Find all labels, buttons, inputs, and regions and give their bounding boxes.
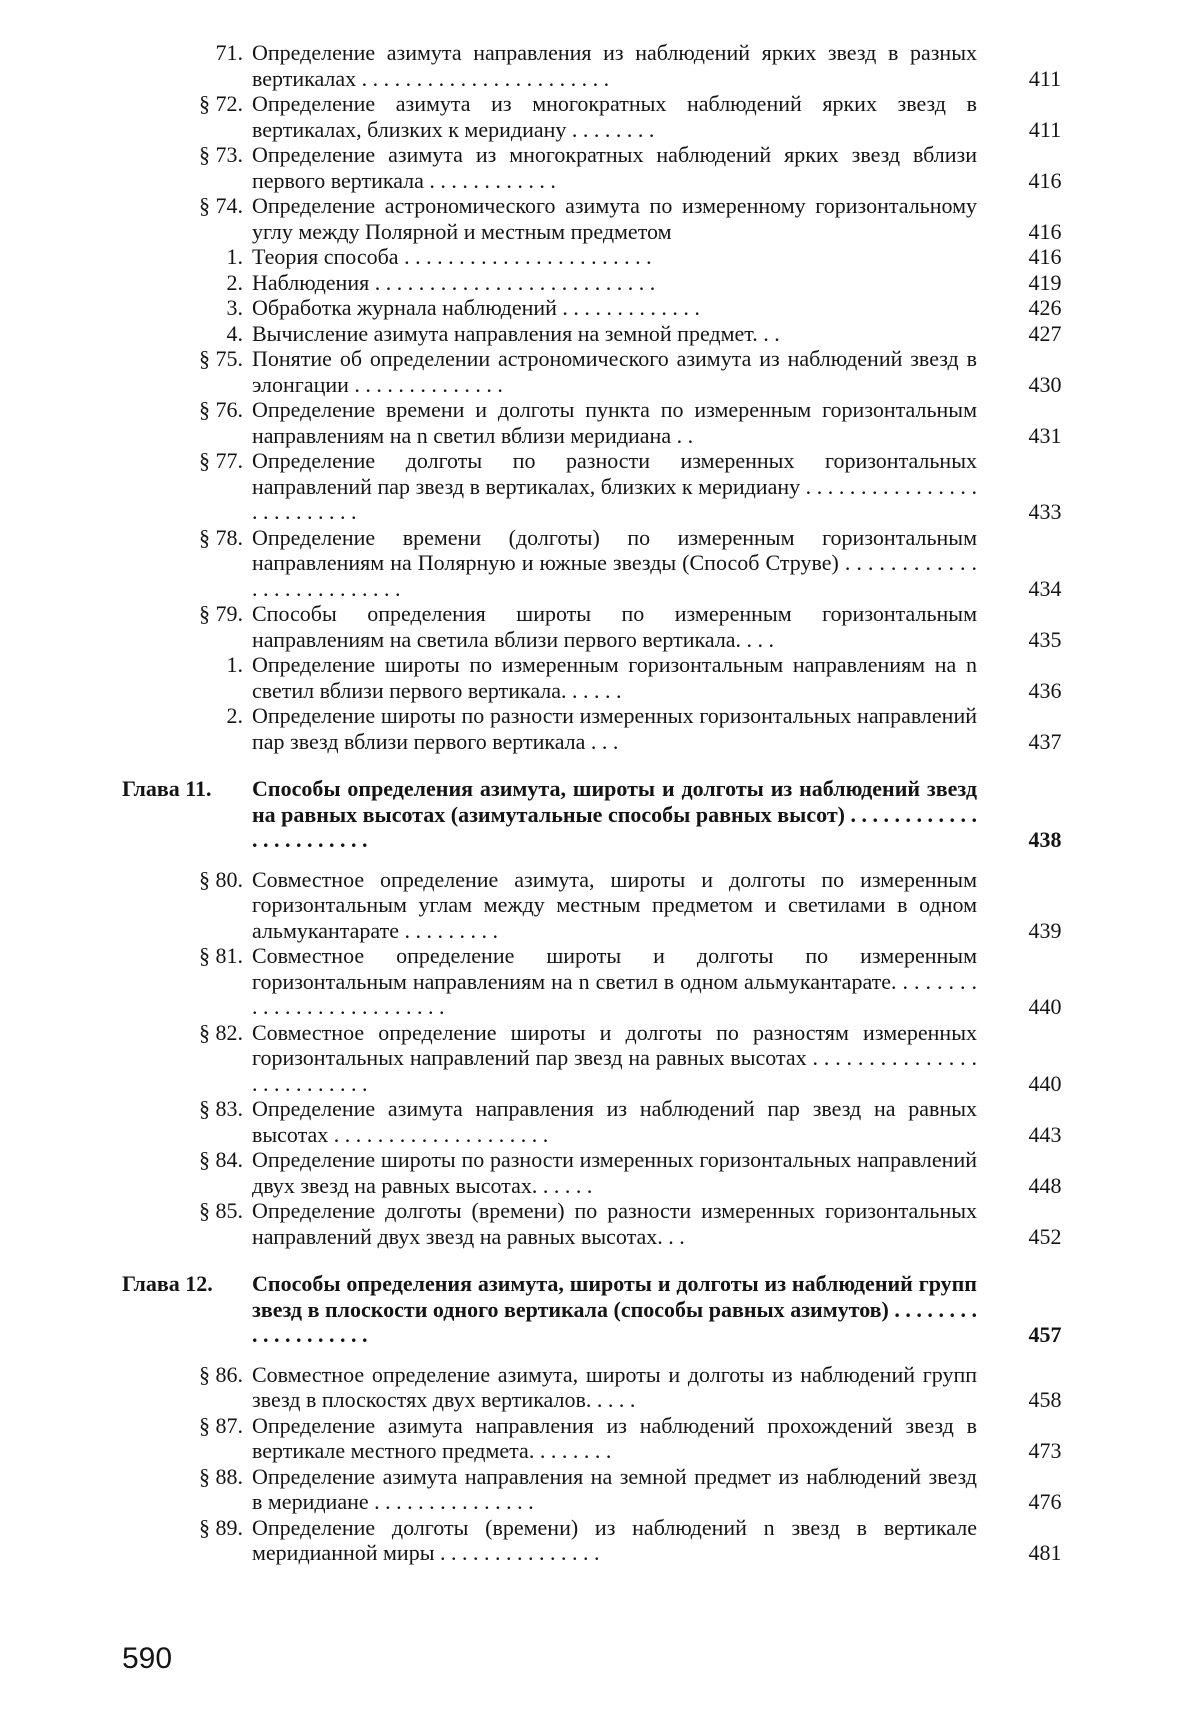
entry-number: § 75. [199, 346, 243, 371]
entry-title: Определение азимута направления из наблюдений прохождений звезд в вертикале местного предмета. . . . . . . . [252, 1412, 977, 1463]
entry-title: Наблюдения . . . . . . . . . . . . . . . . . . . . . . . . . . [252, 269, 656, 295]
entry-number: § 82. [199, 1019, 243, 1045]
entry-number: § 89. [199, 1514, 243, 1540]
entry-page: 476 [1028, 1489, 1062, 1514]
entry-page: 436 [1028, 677, 1062, 703]
toc-entry [0, 397, 1200, 448]
toc-chapter [0, 776, 1200, 853]
entry-page: 416 [1028, 167, 1062, 193]
entry-title: Совместное определение азимута, широты и долготы по измеренным горизонтальным углам между местным предметом и светилами в одном альмукантарате . . . . . . . . . [252, 866, 977, 943]
entry-title: Совместное определение азимута, широты и долготы из наблюдений групп звезд в плоскостях двух вертикалов. . . . . [252, 1361, 977, 1412]
entry-number: 1. [226, 244, 243, 269]
toc-entry [0, 652, 1200, 703]
entry-title: Определение астрономического азимута по измеренному горизонтальному углу между Полярной и местным предметом [252, 193, 977, 244]
entry-page: 437 [1028, 728, 1062, 754]
entry-number: 2. [226, 269, 243, 295]
entry-title: Определение азимута из многократных наблюдений ярких звезд вблизи первого вертикала . . . . . . . . . . . . [252, 142, 977, 193]
entry-title: Способы определения широты по измеренным горизонтальным направлениям на светила вблизи первого вертикала. . . . [252, 601, 977, 652]
entry-number: § 72. [199, 91, 243, 116]
entry-page: 452 [1028, 1223, 1062, 1249]
entry-page: 419 [1028, 269, 1062, 295]
entry-title: Определение широты по разности измеренных горизонтальных направлений пар звезд вблизи первого вертикала . . . [252, 703, 977, 754]
entry-title: Совместное определение широты и долготы по измеренным горизонтальным направлениям на n светил в одном альмукантарате. . . . . . . . . . . . . . . . . . . . . . . . . . [252, 943, 977, 1019]
entry-number: § 81. [199, 943, 243, 968]
entry-number: § 73. [199, 142, 243, 167]
entry-number: § 79. [199, 601, 243, 626]
entry-title: Определение широты по измеренным горизонтальным направлениям на n светил вблизи первого вертикала. . . . . . [252, 652, 977, 703]
entry-number: § 77. [199, 448, 243, 473]
toc-entry [0, 142, 1200, 193]
toc-entry [0, 346, 1200, 397]
entry-title: Определение времени (долготы) по измеренным горизонтальным направлениям на Полярную и южные звезды (Способ Струве) . . . . . . . . . . . . . . . . . . . . . . . . . . [252, 524, 977, 601]
entry-number: § 76. [199, 397, 243, 422]
entry-title: Способы определения азимута, широты и долготы из наблюдений групп звезд в плоскости одного вертикала (способы равных азимутов) . . . . . . . . . . . . . . . . . . . [252, 1271, 977, 1347]
toc-entry [0, 1096, 1200, 1147]
entry-page: 473 [1028, 1438, 1062, 1463]
entry-number: 1. [226, 652, 243, 677]
toc-entry [0, 1198, 1200, 1249]
toc-entry [0, 193, 1200, 244]
toc-entry [0, 1147, 1200, 1198]
entry-page: 416 [1028, 244, 1062, 269]
toc-entry [0, 943, 1200, 1020]
entry-page: 411 [1028, 65, 1062, 91]
entry-page: 439 [1028, 917, 1062, 943]
entry-number: 2. [226, 703, 243, 728]
entry-page: 433 [1028, 499, 1062, 524]
toc-entry [0, 867, 1200, 944]
entry-page: 481 [1028, 1540, 1062, 1565]
entry-title: Вычисление азимута направления на земной предмет. . . [252, 320, 780, 346]
entry-title: Определение долготы (времени) из наблюдений n звезд в вертикале меридианной миры . . . . . . . . . . . . . . . [252, 1514, 977, 1565]
toc-entry [0, 448, 1200, 525]
toc-entry [0, 601, 1200, 652]
entry-page: 430 [1028, 371, 1062, 397]
entry-page: 426 [1028, 295, 1062, 320]
toc-chapter [0, 1271, 1200, 1348]
entry-title: Определение азимута направления из наблюдений пар звезд на равных высотах . . . . . . . . . . . . . . . . . . . . [252, 1096, 977, 1147]
entry-title: Определение широты по разности измеренных горизонтальных направлений двух звезд на равных высотах. . . . . . [252, 1147, 977, 1198]
entry-title: Теория способа . . . . . . . . . . . . . . . . . . . . . . . [252, 244, 652, 269]
toc-entry [0, 270, 1200, 296]
toc-entry [0, 321, 1200, 347]
entry-page: 434 [1028, 575, 1062, 601]
toc-entry [0, 244, 1200, 270]
entry-number: § 84. [199, 1147, 243, 1172]
entry-title: Способы определения азимута, широты и долготы из наблюдений звезд на равных высотах (азимутальные способы равных высот) . . . . . . . . . . . . . . . . . . . . . . . [252, 776, 977, 852]
toc-entry [0, 1464, 1200, 1515]
entry-number: § 88. [199, 1463, 243, 1489]
entry-title: Определение времени и долготы пункта по измеренным горизонтальным направлениям на n светил вблизи меридиана . . [252, 397, 977, 448]
toc-entry [0, 1362, 1200, 1413]
entry-number: § 83. [199, 1096, 243, 1121]
toc-entry [0, 40, 1200, 91]
entry-page: 443 [1028, 1121, 1062, 1147]
entry-number: 4. [226, 320, 243, 346]
toc-entry [0, 1413, 1200, 1464]
entry-title: Определение азимута из многократных наблюдений ярких звезд в вертикалах, близких к меридиану . . . . . . . . [252, 91, 977, 142]
entry-page: 440 [1028, 1070, 1062, 1096]
entry-number: 71. [215, 40, 243, 65]
toc-entry [0, 1020, 1200, 1097]
entry-page: 435 [1028, 626, 1062, 652]
toc-entry [0, 295, 1200, 321]
entry-number: § 80. [199, 866, 243, 892]
entry-number: § 78. [199, 524, 243, 550]
entry-page: 411 [1028, 116, 1062, 142]
table-of-contents [0, 40, 1200, 1566]
entry-title: Понятие об определении астрономического азимута из наблюдений звезд в элонгации . . . . . . . . . . . . . . [252, 346, 977, 397]
entry-title: Определение азимута направления на земной предмет из наблюдений звезд в меридиане . . . . . . . . . . . . . . . [252, 1463, 977, 1514]
entry-number: § 86. [199, 1361, 243, 1387]
entry-page: 431 [1028, 422, 1062, 448]
entry-title: Совместное определение широты и долготы по разностям измеренных горизонтальных направлений пар звезд на равных высотах . . . . . . . . . . . . . . . . . . . . . . . . . . [252, 1019, 977, 1096]
entry-page: 448 [1028, 1172, 1062, 1198]
entry-page: 438 [1028, 827, 1062, 852]
toc-entry [0, 703, 1200, 754]
entry-page: 416 [1028, 218, 1062, 244]
toc-entry [0, 1515, 1200, 1566]
entry-page: 457 [1028, 1322, 1062, 1347]
entry-number: § 85. [199, 1198, 243, 1223]
entry-title: Обработка журнала наблюдений . . . . . . . . . . . . . [252, 295, 700, 320]
entry-number: § 74. [199, 193, 243, 218]
entry-page: 440 [1028, 994, 1062, 1019]
entry-title: Определение долготы (времени) по разности измеренных горизонтальных направлений двух звезд на равных высотах. . . [252, 1198, 977, 1249]
page-number: 590 [122, 1642, 173, 1675]
entry-page: 458 [1028, 1387, 1062, 1412]
toc-entry [0, 91, 1200, 142]
entry-number: Глава 11. [122, 776, 212, 801]
entry-number: 3. [226, 295, 243, 320]
entry-title: Определение долготы по разности измеренных горизонтальных направлений пар звезд в вертикалах, близких к меридиану . . . . . . . . . . . . . . . . . . . . . . . . . . [252, 448, 977, 524]
entry-number: § 87. [199, 1412, 243, 1438]
entry-title: Определение азимута направления из наблюдений ярких звезд в разных вертикалах . . . . . . . . . . . . . . . . . . . . . . . [252, 40, 977, 91]
entry-number: Глава 12. [122, 1271, 213, 1296]
toc-entry [0, 525, 1200, 602]
entry-page: 427 [1028, 320, 1062, 346]
